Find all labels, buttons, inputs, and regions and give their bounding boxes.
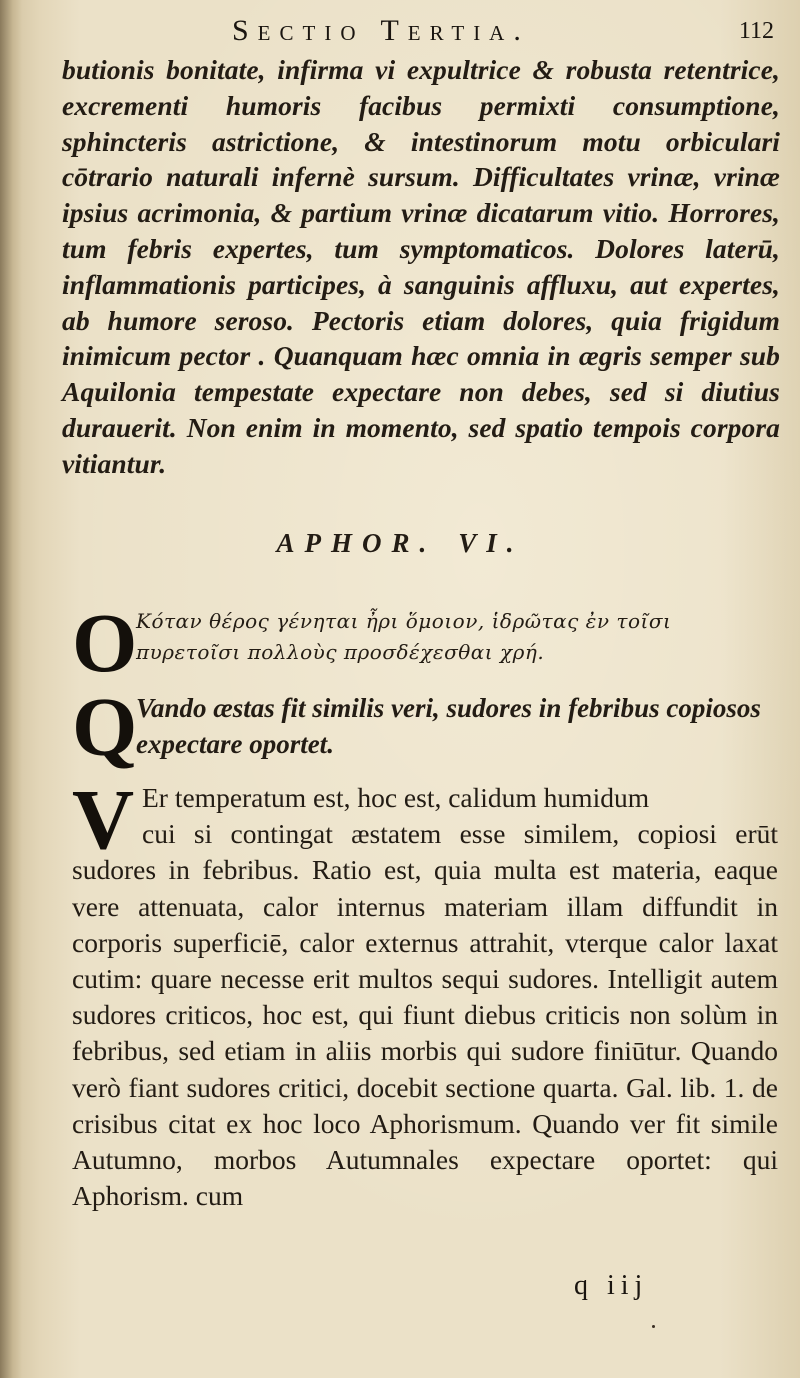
commentary-first-line: Er temperatum est, hoc est, calidum humidum: [142, 782, 650, 813]
greek-initial: O: [72, 597, 138, 690]
greek-aphorism-text: Κόταν θέρος γένηται ἦρι ὅμοιον, ἱδρῶτας ἐν τοῖσι πυρετοῖσι πολλοὺς προσδέχεσθαι χρή.: [136, 609, 672, 664]
commentary-text: cui si contingat æstatem esse similem, copiosi erūt sudores in febribus. Ratio est, quia multa est materia, eaque vere attenuata, calor internus materiam illam diffundit in corporis superficiē, calor externus attrahit, vterque calor laxat cutim: quare necesse erit multos sequi sudores. Intelligit autem sudores criticos, hoc est, qui fiunt diebus criticis non solùm in febribus, sed etiam in aliis morbis qui sudore finiūtur. Quando verò fiant sudores critici, docebit sectione quarta. Gal. lib. 1. de crisibus citat ex hoc loco Aphorismum. Quando ver fit simile Autumno, morbos Autumnales expectare oportet: qui Aphorism. cum: [72, 818, 778, 1212]
page-gutter: [0, 0, 22, 1378]
aphorism-heading-word: APHOR.: [276, 528, 437, 558]
latin-initial: Q: [72, 681, 138, 774]
signature-mark: q iij: [574, 1270, 649, 1301]
commentary: [72, 771, 778, 1214]
running-title: Sectio Tertia.: [232, 14, 530, 47]
latin-aphorism: [72, 681, 782, 774]
greek-aphorism: [72, 597, 782, 690]
page-number: 112: [738, 18, 774, 44]
continuation-text: butionis bonitate, infirma vi expultrice & robusta retentrice, excrementi humoris facibus permixti consumptione, sphincteris astrictione, & intestinorum motu orbiculari cōtrario naturali infernè sursum. Difficultates vrinæ, vrinæ ipsius acrimonia, & partium vrinæ dicatarum vitio. Horrores, tum febris expertes, tum symptomaticos. Dolores laterū, inflammationis participes, à sanguinis affluxu, aut expertes, ab humore seroso. Pectoris etiam dolores, quia frigidum inimicum pector . Quanquam hæc omnia in ægris semper sub Aquilonia tempestate expectare non debes, sed si diutius durauerit. Non enim in momento, sed spatio tempois corpora vitiantur.: [62, 54, 780, 479]
continuation-paragraph: [62, 52, 780, 482]
latin-aphorism-text: Vando æstas fit similis veri, sudores in febribus copiosos expectare oportet.: [136, 693, 761, 759]
aphorism-heading-number: VI.: [458, 528, 524, 558]
aphorism-heading: [0, 528, 800, 559]
commentary-initial: V: [72, 771, 135, 867]
ink-dot: [652, 1325, 655, 1328]
page-header: [0, 14, 800, 54]
